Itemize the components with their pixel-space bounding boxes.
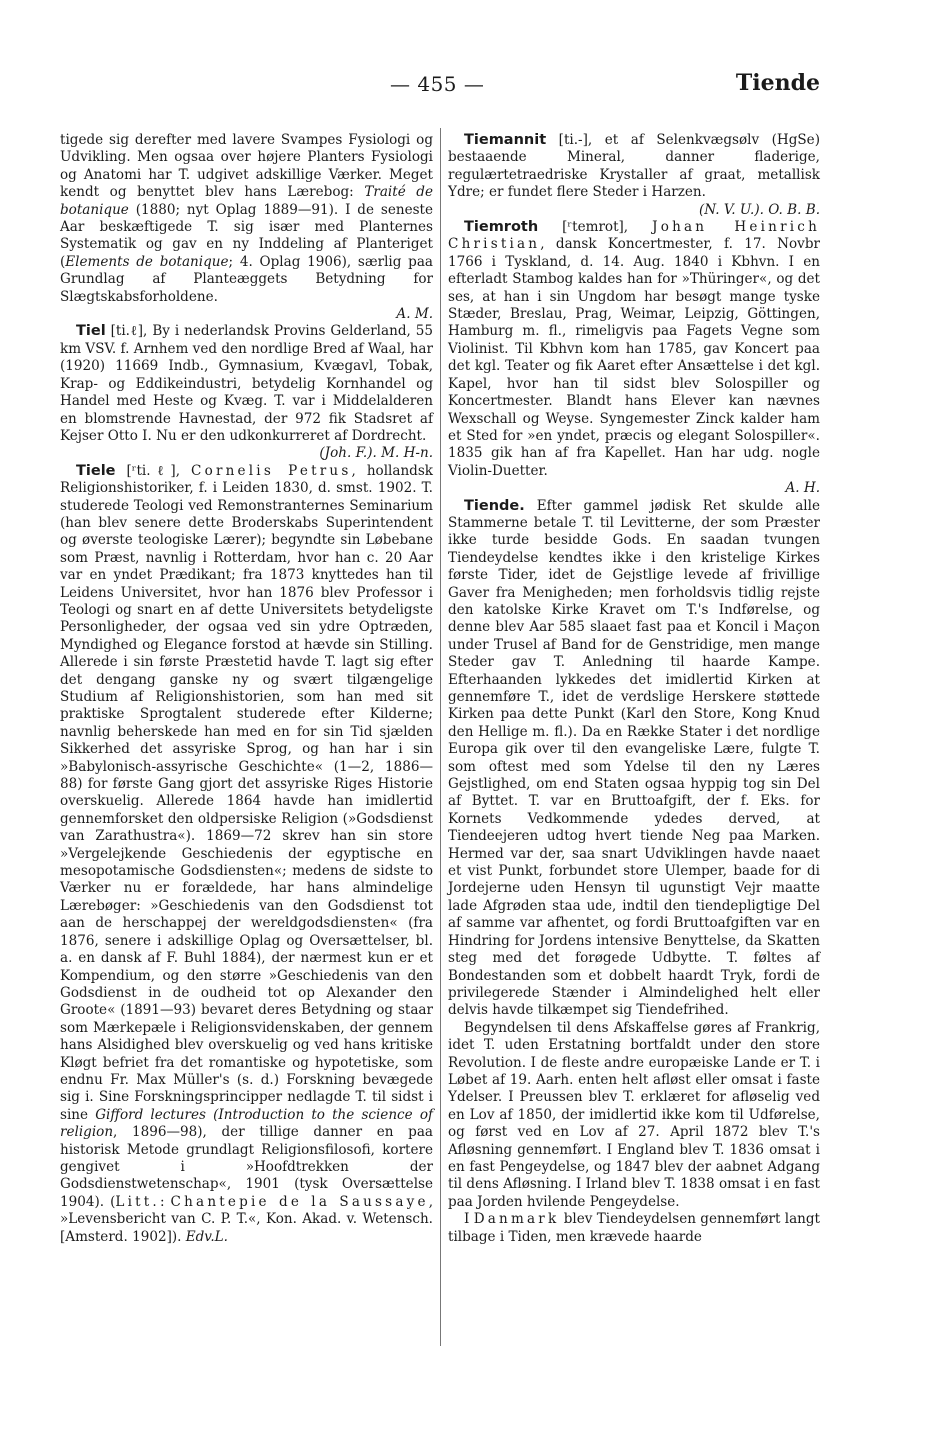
page-number: — 455 —	[390, 72, 485, 96]
entry-tiele: Tiele [ʳti.ℓ], Cornelis Petrus, hollandsk Religionshistoriker, f. i Leiden 1830, d. smst. 1902. T. studerede Teologi ved Remonstranternes Seminarium (han blev senere dette Broderskabs Superintendent og øverste teologiske Lærer); begyndte sin Løbebane som Præst, navnlig i Rotterdam, hvor han c. 20 Aar var en yndet Prædikant; fra 1873 knyttedes han til Leidens Universitet, hvor han 1876 blev Professor i Teologi og snart en af dette Universitets betydeligste Personligheder, der ogsaa ved sin ydre Optræden, Myndighed og Elegance forstod at hævde sin Stilling. Allerede i sin første Præstetid havde T. lagt sig efter det dengang ganske ny og svært tilgængelige Studium af Religionshistorien, som han med sit praktiske Sprogtalent studerede efter Kilderne; navnlig beherskede han med en for sin Tid sjælden Sikkerhed det assyriske Sprog, og han har i sin »Babylonisch-assyrische Geschichte« (1—2, 1886—88) for første Gang gjort det assyriske Riges Historie overskuelig. Allerede 1864 havde han imidlertid gennemforsket den oldpersiske Religion (»Godsdienst van Zarathustra«). 1869—72 skrev han sin store »Vergelejkende Geschiedenis der egyptische en mesopotamische Godsdiensten«; medens de sidste to Værker nu er forældede, har hans almindelige Lærebøger: »Geschiedenis van den Godsdienst tot aan de herschappej der wereldgodsdiensten« (fra 1876, senere i adskillige Oplag og Oversættelser, bl. a. en dansk af F. Buhl 1884), der nærmest kun er et Kompendium, og den større »Geschiedenis van den Godsdienst in de oudheid tot op Alexander den Groote« (1891—93) bevaret deres Betydning og staar som Mærkepæle i Religionsvidenskaben, der gennem hans Alsidighed blev overskuelig og ved hans kritiske Kløgt befriet fra det romantiske og hypotetiske, som endnu Fr. Max Müller's (s. d.) Forskning bevægede sig i. Sine Forskningsprincipper nedlagde T. til sidst i sine Gifford lectures (Introduction to the science of religion, 1896—98), der tillige danner en paa historisk Metode grundlagt Religionsfilosofi, kortere gengivet i »Hoofdtrekken der Godsdienstwetenschap«, 1901 (tysk Oversættelse 1904). (Litt.: Chantepie de la Saussaye, »Levensbericht van C. P. T.«, Kon. Akad. v. Wetensch. [Amsterd. 1902]). Edv.L.	[60, 462, 433, 1245]
tiende-paragraph-2: Begyndelsen til dens Afskaffelse gøres af Frankrig, idet T. uden Erstatning bortfaldt under den store Revolution. I de fleste andre europæiske Lande er T. i Løbet af 19. Aarh. enten helt afløst eller omsat i faste Ydelser. I Preussen blev T. erklæret for afløselig ved en Lov af 1850, der imidlertid ikke kom til Udførelse, og først ved en Lov af 27. April 1872 blev T.'s Afløsning gennemført. I England blev T. 1836 omsat i en fast Pengeydelse, og 1847 blev der aabnet Adgang til dens Afløsning. I Irland blev T. 1838 omsat i en fast paa Jorden hvilende Pengeydelse.	[448, 1019, 820, 1210]
left-column	[60, 132, 433, 1246]
right-column	[448, 132, 820, 1246]
signature: A. M.	[396, 306, 433, 323]
spaced-name: Johan Heinrich Christian	[448, 219, 820, 253]
page-header	[60, 72, 820, 104]
entry-tiende: Tiende. Efter gammel jødisk Ret skulde alle Stammerne betale T. til Levitterne, der som Præster ikke turde besidde Gods. En saadan tvungen Tiendeydelse kendtes ikke i den kristelige Kirkes første Tider, idet de Gejstlige levede af frivillige Gaver fra Menigheden; men forholdsvis tidlig rejste den katolske Kirke Kravet om T.'s Indførelse, og denne blev Aar 585 slaaet fast paa et Koncil i Maçon under Trusel af Band for de Genstridige, men mange Steder gav T. Anledning til haarde Kampe. Efterhaanden lykkedes det imidlertid Kirken at gennemføre T., idet de verdslige Herskere støttede Kirken paa dette Punkt (Karl den Store, Kong Knud den Hellige m. fl.). Da en Række Stater i det nordlige Europa gik over til den evangeliske Lære, fulgte T. som oftest med som Ydelse til den ny Læres Gejstlighed, om end Staten ogsaa hyppig tog sin Del af Byttet. T. var en Bruttoafgift, der f. Eks. for Kornets Vedkommende ydedes derved, at Tiendeejeren udtog hvert tiende Neg paa Marken. Hermed var der, saa snart Udviklingen havde naaet et vist Punkt, forbundet store Ulemper, baade for di Jordejerne uden Hensyn til ugunstigt Vejr maatte lade Afgrøden staa ude, indtil den tiendepligtige Del af samme var afhentet, og fordi Bruttoafgiften var en Hindring for Jordens intensive Benyttelse, da Skatten steg med det forøgede Udbytte. T. føltes af Bondestanden som et dobbelt haardt Tryk, fordi de privilegerede Stænder i Almindelighed helt eller delvis havde tilkæmpet sig Tiendefrihed.	[448, 497, 820, 1019]
signature: A. H.	[785, 480, 820, 497]
headword: Tiemroth	[464, 219, 539, 236]
headword: Tiemannit	[464, 132, 547, 148]
running-head: Tiende	[735, 70, 820, 96]
signature: (Joh. F.). M. H-n.	[319, 445, 433, 462]
continued-entry: tigede sig derefter med lavere Svampes Fysiologi og Udvikling. Men ogsaa over højere Planters Fysiologi og Anatomi har T. udgivet adskillige Værker. Meget kendt og benyttet blev hans Lærebog: Traité de botanique (1880; nyt Oplag 1889—91). I de seneste Aar beskæftigede T. sig især med Planternes Systematik og gav en ny Inddeling af Planteriget (Elements de botanique; 4. Oplag 1906), særlig paa Grundlag af Planteæggets Betydning for Slægtskabsforholdene. A. M.	[60, 132, 433, 323]
headword: Tiel	[76, 323, 106, 340]
column-divider	[440, 128, 441, 1346]
headword: Tiele	[76, 462, 116, 479]
signature: Edv.L.	[185, 1228, 228, 1245]
entry-tiemroth: Tiemroth [ʳtemrot], Johan Heinrich Christian, dansk Koncertmester, f. 17. Novbr 1766 i Tyskland, d. 14. Aug. 1840 i Kbhvn. I en efterladt Stambog kaldes han for »Thüringer«, og det ses, at han i sin Ungdom har besøgt mange tyske Stæder, Breslau, Prag, Weimar, Leipzig, Göttingen, Hamburg m. fl., rimeligvis paa Fagets Vegne som Violinist. Til Kbhvn kom han 1785, gav Koncert paa det kgl. Teater og fik Aaret efter Ansættelse i det kgl. Kapel, hvor han til sidst blev Solospiller og Koncertmester. Blandt hans Elever kan nævnes Wexschall og Weyse. Syngemester Zinck kalder ham et Sted for »en yndet, præcis og elegant Solospiller«. 1835 gik han af fra Kapellet. Han har udg. nogle Violin-Duetter. A. H.	[448, 219, 820, 497]
entry-tiemannit: Tiemannit [ti.-], et af Selenkvægsølv (HgSe) bestaaende Mineral, danner fladerige, regulærtetraedriske Krystaller af graat, metallisk Ydre; er fundet flere Steder i Harzen. (N. V. U.). O. B. B.	[448, 132, 820, 218]
spaced-name: Cornelis Petrus	[191, 462, 352, 479]
headword: Tiende.	[464, 497, 525, 514]
tiende-paragraph-3: I Danmark blev Tiendeydelsen gennemført langt tilbage i Tiden, men krævede haarde	[448, 1211, 820, 1245]
entry-tiel: Tiel [ti.ℓ], By i nederlandsk Provins Gelderland, 55 km VSV. f. Arnhem ved den nordlige Bred af Waal, har (1920) 11669 Indb., Gymnasium, Kvægavl, Tobak, Krap- og Eddikeindustri, betydelig Kornhandel og Handel med Heste og Kvæg. T. var i Middelalderen en blomstrende Havnestad, der 972 fik Stadsret af Kejser Otto I. Nu er den udkonkurreret af Dordrecht. (Joh. F.). M. H-n.	[60, 323, 433, 462]
signature: (N. V. U.). O. B. B.	[698, 201, 820, 218]
